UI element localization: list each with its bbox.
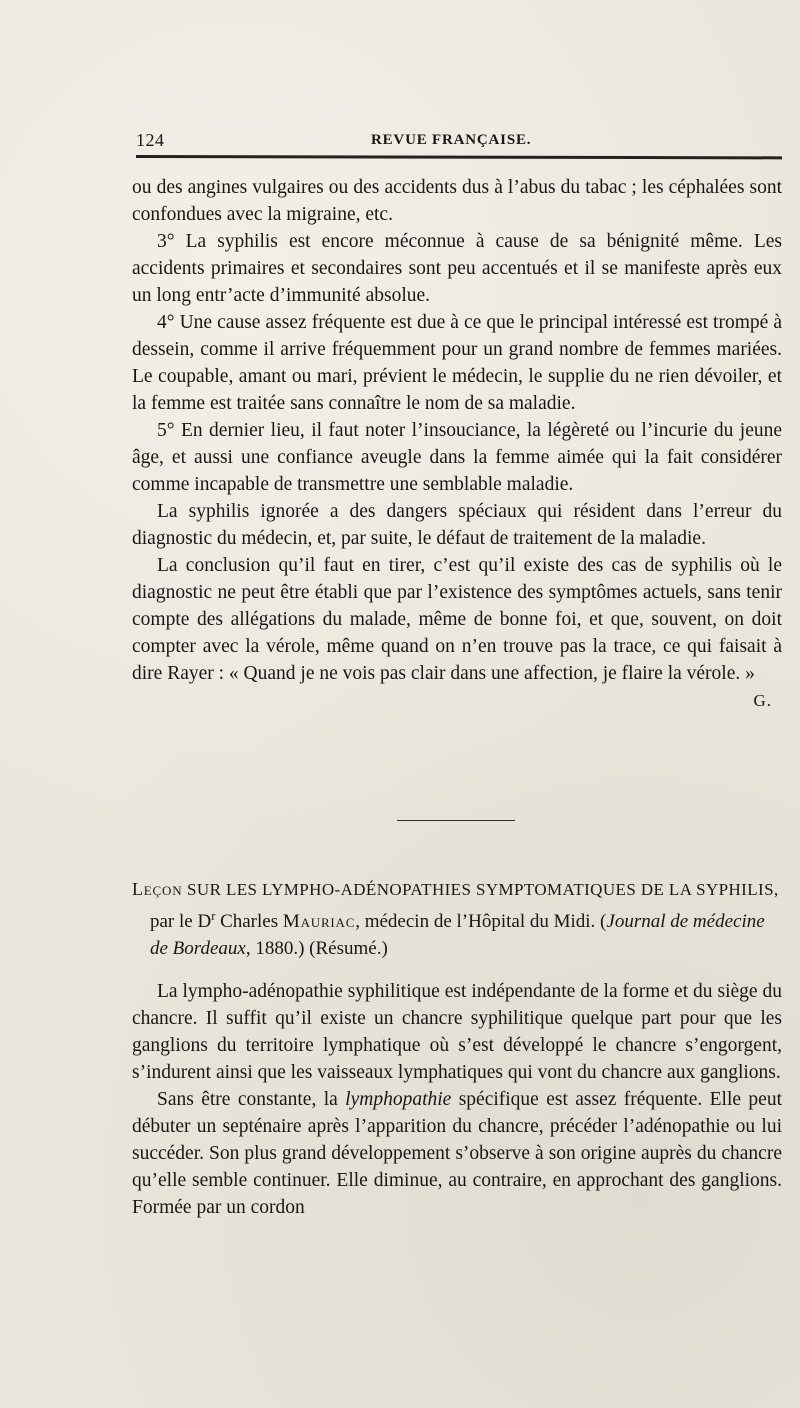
section-heading [132, 876, 782, 962]
paragraph-continuation: ou des angines vulgaires ou des accidents dus à l’abus du tabac ; les céphalées sont confondues avec la migraine, etc. [132, 177, 782, 225]
author-last-name: Mauriac [282, 910, 356, 932]
second-section [132, 978, 782, 1221]
page-number: 124 [136, 130, 165, 150]
paragraph-lympho: La lympho-adénopathie syphilitique est indépendante de la forme et du siège du chancre. Il suffit qu’il existe un chancre syphilitique quelque part pour que les ganglions du territoire lymphatique où s’est développé le chancre s’engorgent, s’indurent ainsi que les vaisseaux lymphatiques qui vont du chancre aux ganglions. [132, 981, 782, 1083]
section-separator [397, 820, 515, 821]
lymphopathie-after: spécifique est assez fréquente. Elle peut débuter un septénaire après l’apparition du chancre, précéder l’adénopathie ou lui succéder. Son plus grand développement s’observe à son origine auprès du chancre qu’elle semble continuer. Elle diminue, au contraire, en approchant des ganglions. Formée par un cordon [132, 1089, 783, 1218]
heading-title [132, 876, 782, 903]
paragraph-point-5: 5° En dernier lieu, il faut noter l’insouciance, la légèreté ou l’incurie du jeune âge, et aussi une confiance aveugle dans la femme aimée qui la fait considérer comme incapable de transmettre une semblable maladie. [132, 420, 782, 495]
paragraph-conclusion [132, 552, 782, 710]
author-sup: r [211, 909, 216, 923]
lymphopathie-before: Sans être constante, la [157, 1089, 346, 1110]
author-affiliation: , médecin de l’Hôpital du Midi. ( [355, 910, 607, 932]
header-rule [136, 155, 782, 159]
author-first-name: Charles [215, 910, 283, 932]
heading-author-line [150, 903, 782, 962]
author-prefix: par le D [150, 910, 212, 932]
page-header [136, 130, 778, 152]
paragraph-dangers: La syphilis ignorée a des dangers spéciaux qui résident dans l’erreur du diagnostic du médecin, et, par suite, le défaut de traitement de la maladie. [132, 501, 782, 549]
paragraph-point-4: 4° Une cause assez fréquente est due à ce que le principal intéressé est trompé à dessein, comme il arrive fréquemment pour un grand nombre de femmes mariées. Le coupable, amant ou mari, prévient le médecin, le supplie du ne rien dévoiler, et la femme est traitée sans connaître le nom de sa maladie. [132, 312, 782, 414]
heading-title-lead: Leçon [132, 879, 183, 899]
journal-title: Journal de médecine de Bordeaux [150, 910, 765, 959]
conclusion-text: La conclusion qu’il faut en tirer, c’est qu’il existe des cas de syphilis où le diagnostic ne peut être établi que par l’existence des symptômes actuels, sans tenir compte des allégations du malade, même de bonne foi, et que, souvent, on doit compter avec la vérole, même quand on n’en trouve pas la trace, ce qui faisait à dire Rayer : « Quand je ne vois pas clair dans une affection, je flaire la vérole. » [132, 555, 782, 684]
journal-year: , 1880.) (Résumé.) [245, 937, 388, 959]
lymphopathie-term: lymphopathie [345, 1089, 452, 1110]
running-title: REVUE FRANÇAISE. [371, 132, 532, 148]
paragraph-point-3: 3° La syphilis est encore méconnue à cause de sa bénignité même. Les accidents primaires et secondaires sont peu accentués et il se manifeste après eux un long entr’acte d’immunité absolue. [132, 231, 782, 306]
first-section [132, 174, 782, 714]
author-signature: G. [753, 691, 772, 710]
paragraph-lymphopathie [132, 1086, 782, 1221]
heading-title-rest: SUR LES LYMPHO-ADÉNOPATHIES SYMPTOMATIQUES DE LA SYPHILIS, [182, 880, 779, 899]
